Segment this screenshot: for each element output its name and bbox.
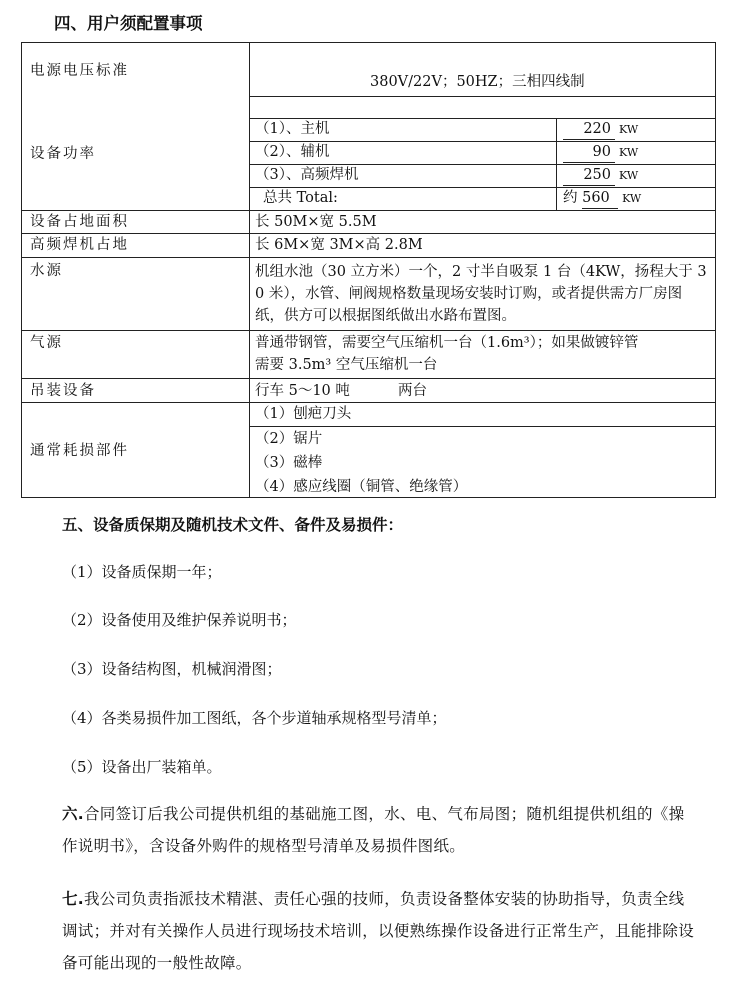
- welder-area-value: 长 6M×宽 3M×高 2.8M: [255, 237, 423, 253]
- section6-paragraph: [62, 798, 698, 862]
- section7-paragraph: [62, 883, 698, 979]
- row-line: [21, 257, 716, 258]
- table-border-top: [21, 42, 716, 43]
- power-total-value: 约 560 KW: [563, 188, 641, 209]
- equipment-power-label: 设备功率: [30, 146, 96, 162]
- section5-item: （2）设备使用及维护保养说明书；: [62, 611, 297, 629]
- section6-number: 六.: [62, 805, 84, 823]
- section5-item: （4）各类易损件加工图纸，各个步道轴承规格型号清单；: [62, 709, 447, 727]
- section4-title: 四、用户须配置事项: [54, 14, 203, 33]
- lifting-value: 行车 5～10 吨: [255, 383, 350, 399]
- section7-text: 我公司负责指派技术精湛、责任心强的技师，负责设备整体安装的协助指导，负责全线调试；并对有关操作人员进行现场技术培训，以便熟练操作设备进行正常生产，且能排除设备可能出现的一般性故障。: [62, 890, 695, 972]
- water-value: 机组水池（30 立方米）一个，2 寸半自吸泵 1 台（4KW，扬程大于 30 米），水管、闸阀规格数量现场安装时订购，或者提供需方厂房图纸，供方可以根据图纸做出水路布置图。: [255, 264, 707, 324]
- section6-text: 合同签订后我公司提供机组的基础施工图，水、电、气布局图；随机组提供机组的《操作说明书》，含设备外购件的规格型号清单及易损件图纸。: [62, 805, 685, 855]
- consumable-item: （4）感应线圈（铜管、绝缘管）: [255, 479, 468, 495]
- row-line: [249, 426, 716, 427]
- table-border-right: [715, 42, 716, 498]
- floor-area-label: 设备占地面积: [30, 214, 129, 230]
- section5-item: （5）设备出厂装箱单。: [62, 758, 222, 776]
- row-line: [21, 233, 716, 234]
- section5-title: 五、设备质保期及随机技术文件、备件及易损件：: [62, 516, 404, 534]
- table-column-divider: [249, 42, 250, 498]
- section5-item: （1）设备质保期一年；: [62, 563, 222, 581]
- power-item-value: 90 KW: [563, 142, 638, 163]
- air-label: 气源: [30, 335, 63, 351]
- power-item-value: 220 KW: [563, 119, 638, 140]
- consumable-item: （3）磁棒: [255, 455, 323, 471]
- welder-area-label: 高频焊机占地: [30, 237, 129, 253]
- consumable-item: （2）锯片: [255, 431, 323, 447]
- power-standard-value: 380V/22V；50HZ；三相四线制: [370, 74, 585, 90]
- floor-area-value: 长 50M×宽 5.5M: [255, 214, 377, 230]
- power-standard-label: 电源电压标准: [30, 63, 129, 79]
- air-value-line2: 需要 3.5m³ 空气压缩机一台: [255, 357, 438, 373]
- power-item-value: 250 KW: [563, 165, 638, 186]
- power-total-label: 总共 Total:: [263, 190, 338, 206]
- power-item-name: （1）、主机: [255, 121, 330, 137]
- row-line: [21, 378, 716, 379]
- section5-item: （3）设备结构图，机械润滑图；: [62, 660, 282, 678]
- air-value-line1: 普通带钢管，需要空气压缩机一台（1.6m³）；如果做镀锌管: [255, 335, 639, 351]
- row-line: [21, 402, 716, 403]
- consumables-label: 通常耗损部件: [30, 443, 129, 459]
- water-label: 水源: [30, 263, 63, 279]
- power-item-name: （3）、高频焊机: [255, 167, 359, 183]
- row-line: [21, 210, 716, 211]
- section7-number: 七.: [62, 890, 84, 908]
- table-border-bottom: [21, 497, 716, 498]
- table-border-left: [21, 42, 22, 498]
- consumable-item: （1）刨疤刀头: [255, 406, 352, 422]
- lifting-qty: 两台: [398, 383, 427, 399]
- power-item-name: （2）、辅机: [255, 144, 330, 160]
- lifting-label: 吊装设备: [30, 383, 96, 399]
- row-line: [249, 96, 716, 97]
- row-line: [21, 330, 716, 331]
